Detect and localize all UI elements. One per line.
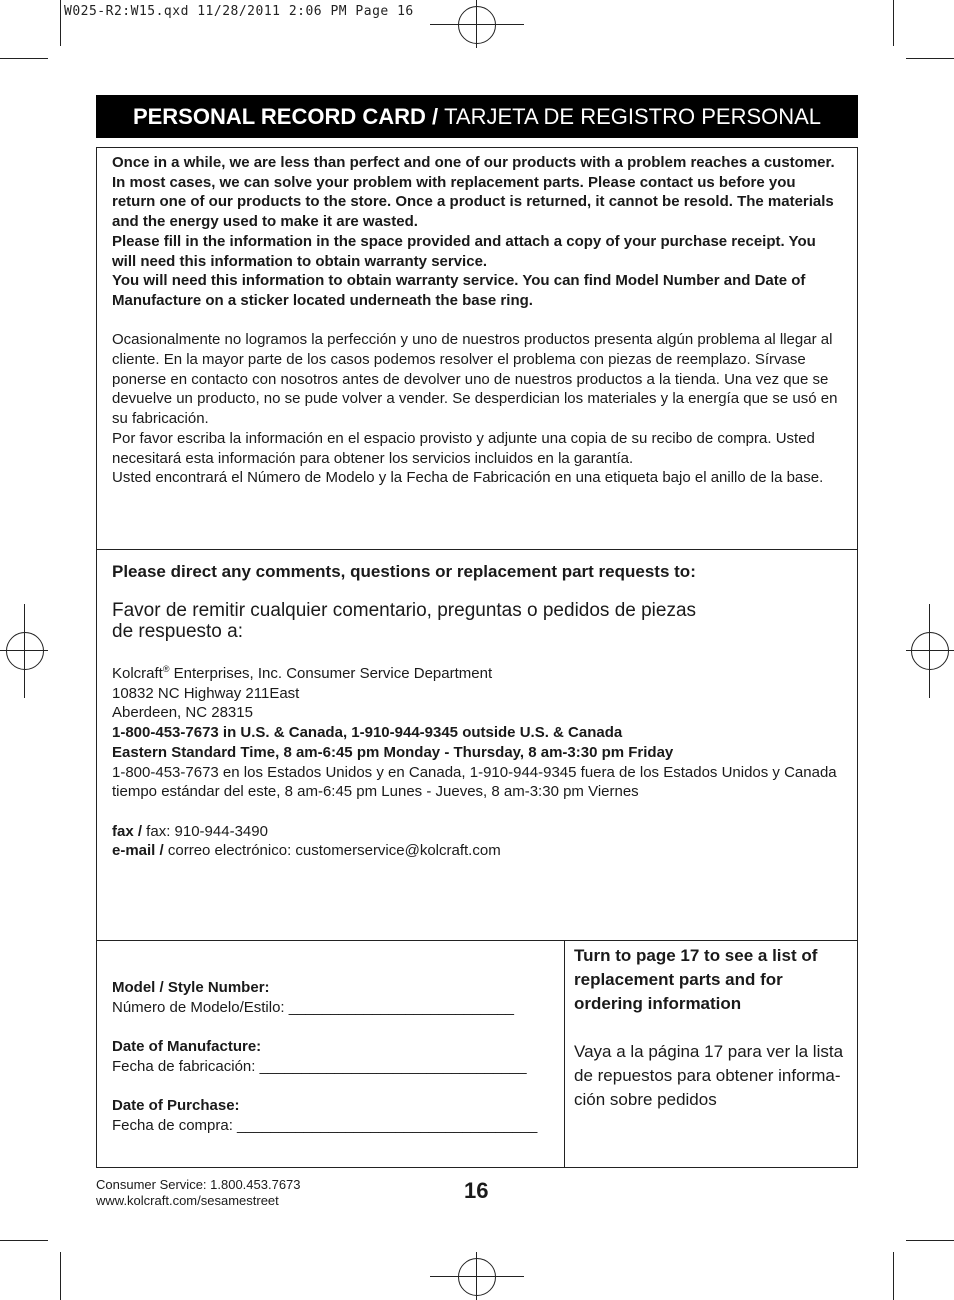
- crop-mark: [0, 58, 48, 59]
- registration-line: [906, 650, 954, 651]
- intro-es-paragraph: Ocasionalmente no logramos la perfección y uno de nuestros productos presenta algún problema al llegar al cliente. En la mayor parte de los casos podemos resolver el problema con piezas de reemplazo. Sírvase ponerse en contacto con nosotros antes de devolver uno de nuestros productos a la tienda. Una vez que se devuelve un producto, no se pude volver a vender. Se desperdician los materiales y la energía que se usó en su fabricación.: [112, 331, 838, 428]
- crop-mark: [893, 1252, 894, 1300]
- title-english: PERSONAL RECORD CARD /: [132, 103, 439, 129]
- print-slug: W025-R2:W15.qxd 11/28/2011 2:06 PM Page 16: [64, 4, 414, 19]
- model-field[interactable]: Número de Modelo/Estilo: ___________________________: [112, 998, 514, 1016]
- record-form-box: [96, 940, 565, 1168]
- contact-heading-en: Please direct any comments, questions or replacement part requests to:: [112, 562, 696, 581]
- registration-line: [929, 604, 930, 698]
- registration-mark-icon: [6, 632, 44, 670]
- phone-es: 1-800-453-7673 en los Estados Unidos y en Canada, 1-910-944-9345 fuera de los Estados Unidos y Canada: [112, 763, 837, 781]
- intro-en-paragraph: Once in a while, we are less than perfect and one of our products with a problem reaches a customer. In most cases, we can solve your problem with replacement parts. Please contact us before you return one of our products to the store. Once a product is returned, it cannot be resold. The materials and the energy used to make it are wasted.: [112, 154, 835, 231]
- model-label: Model / Style Number:: [112, 979, 270, 996]
- registration-line: [476, 1252, 477, 1300]
- company-department: Enterprises, Inc. Consumer Service Department: [169, 665, 493, 682]
- registration-line: [430, 1276, 524, 1277]
- hours-es: tiempo estándar del este, 8 am-6:45 pm Lunes - Jueves, 8 am-3:30 pm Viernes: [112, 783, 639, 801]
- registration-mark-icon: [458, 1258, 496, 1296]
- registered-mark: ®: [162, 664, 170, 674]
- phone-en: 1-800-453-7673 in U.S. & Canada, 1-910-944-9345 outside U.S. & Canada: [112, 724, 623, 742]
- notice-en: Turn to page 17 to see a list of replacement parts and for ordering information: [574, 946, 818, 1013]
- company-line: [112, 660, 842, 684]
- registration-line: [430, 24, 524, 25]
- address-line: 10832 NC Highway 211East: [112, 684, 300, 702]
- crop-mark: [0, 1240, 48, 1241]
- intro-box: [96, 147, 858, 550]
- manufacture-field[interactable]: Fecha de fabricación: ________________________________: [112, 1057, 527, 1075]
- title-spanish: TARJETA DE REGISTRO PERSONAL: [444, 103, 822, 129]
- fax-label: fax /: [112, 822, 143, 840]
- email-line: [112, 841, 842, 861]
- purchase-label: Date of Purchase:: [112, 1097, 240, 1115]
- parts-notice-box: [564, 940, 858, 1168]
- crop-mark: [906, 1240, 954, 1241]
- email-value: correo electrónico: customerservice@kolcraft.com: [163, 842, 501, 860]
- website-link[interactable]: www.kolcraft.com/sesamestreet: [96, 1193, 279, 1208]
- crop-mark: [906, 58, 954, 59]
- crop-mark: [60, 0, 61, 46]
- registration-mark-icon: [911, 632, 949, 670]
- crop-mark: [893, 0, 894, 46]
- company-name: Kolcraft: [112, 665, 163, 682]
- hours-en: Eastern Standard Time, 8 am-6:45 pm Monday - Thursday, 8 am-3:30 pm Friday: [112, 743, 674, 761]
- registration-line: [476, 0, 477, 48]
- notice-es: Vaya a la página 17 para ver la lista de repuestos para obtener informa-ción sobre pedidos: [574, 1042, 844, 1109]
- page-title: [96, 95, 858, 138]
- footer: [96, 1177, 301, 1209]
- contact-box: [96, 549, 858, 941]
- fax-value: fax: 910-944-3490: [142, 822, 268, 840]
- intro-en-paragraph: You will need this information to obtain warranty service. You can find Model Number and Date of Manufacture on a sticker located underneath the base ring.: [112, 272, 806, 309]
- fax-line: [112, 822, 842, 842]
- intro-es-paragraph: Por favor escriba la información en el espacio provisto y adjunte una copia de su recibo de compra. Usted necesitará esta información para obtener los servicios incluidos en la garantía.: [112, 429, 815, 467]
- address-line: Aberdeen, NC 28315: [112, 704, 253, 722]
- registration-mark-icon: [458, 6, 496, 44]
- registration-line: [24, 604, 25, 698]
- email-label: e-mail /: [112, 842, 164, 860]
- consumer-service-phone: Consumer Service: 1.800.453.7673: [96, 1177, 301, 1192]
- page-number: 16: [464, 1178, 489, 1203]
- intro-es-paragraph: Usted encontrará el Número de Modelo y la Fecha de Fabricación en una etiqueta bajo el anillo de la base.: [112, 469, 824, 487]
- contact-heading-es: Favor de remitir cualquier comentario, preguntas o pedidos de piezas de respuesto a:: [112, 600, 697, 642]
- manufacture-label: Date of Manufacture:: [112, 1038, 262, 1056]
- crop-mark: [60, 1252, 61, 1300]
- intro-en-paragraph: Please fill in the information in the space provided and attach a copy of your purchase receipt. You will need this information to obtain warranty service.: [112, 232, 816, 270]
- purchase-field[interactable]: Fecha de compra: ____________________________________: [112, 1116, 538, 1134]
